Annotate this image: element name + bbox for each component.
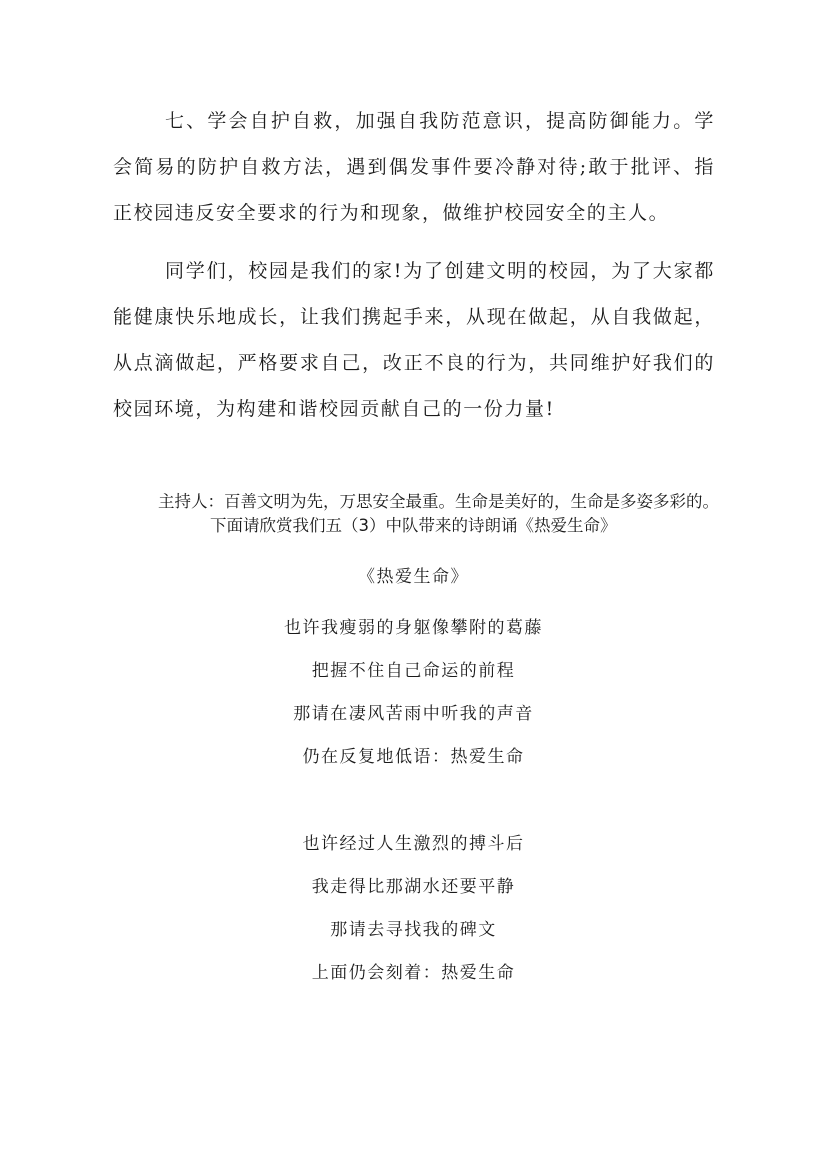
host-line-1: 主持人：百善文明为先，万思安全最重。生命是美好的，生命是多姿多彩的。 (158, 492, 719, 511)
paragraph-self-protection: 七、学会自护自救，加强自我防范意识，提高防御能力。学会简易的防护自救方法，遇到偶发事件要冷静对待;敢于批评、指正校园违反安全要求的行为和现象，做维护校园安全的主人。 (113, 110, 715, 224)
poem-line: 仍在反复地低语：热爱生命 (302, 747, 525, 767)
poem-line: 也许我瘦弱的身躯像攀附的葛藤 (284, 618, 543, 638)
poem-line: 那请在凄风苦雨中听我的声音 (293, 704, 534, 724)
host-line-2: 下面请欣赏我们五（3）中队带来的诗朗诵《热爱生命》 (210, 516, 617, 535)
paragraph-call-to-action: 同学们，校园是我们的家!为了创建文明的校园，为了大家都能健康快乐地成长，让我们携起手来，从现在做起，从自我做起，从点滴做起，严格要求自己，改正不良的行为，共同维护好我们的校园环境，为构建和谐校园贡献自己的一份力量! (113, 260, 715, 420)
poem-line: 上面仍会刻着：热爱生命 (311, 963, 516, 983)
poem-title: 《热爱生命》 (358, 567, 469, 587)
poem-line: 我走得比那湖水还要平静 (311, 877, 516, 897)
poem-line: 也许经过人生激烈的搏斗后 (302, 834, 525, 854)
poem-line: 把握不住自己命运的前程 (311, 661, 516, 681)
poem-line: 那请去寻找我的碑文 (330, 920, 497, 940)
